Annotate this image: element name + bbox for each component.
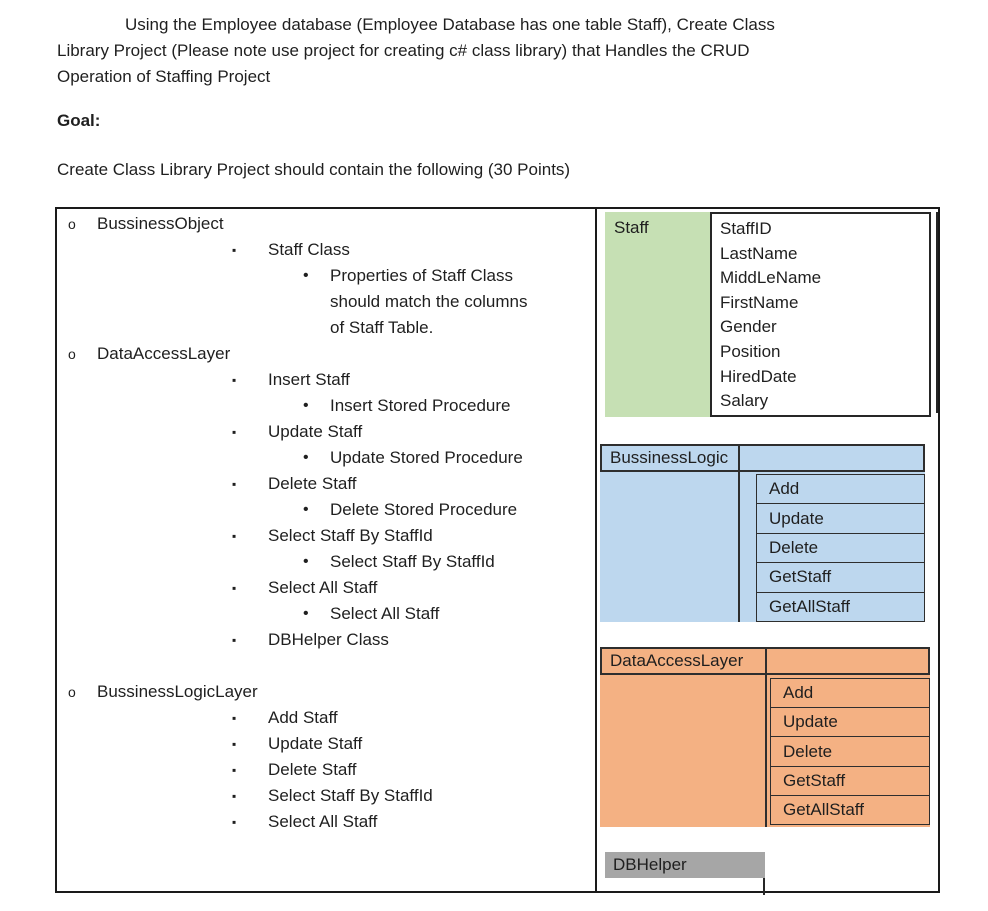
outline-item (57, 393, 593, 419)
square-bullet-icon: ▪ (232, 243, 237, 257)
outline-item (57, 523, 593, 549)
staff-field: FirstName (720, 292, 799, 312)
outline-list (57, 211, 593, 835)
intro-line: Operation of Staffing Project (57, 67, 271, 86)
method-cell: Add (771, 679, 929, 708)
method-cell: GetStaff (771, 767, 929, 796)
db-helper-box (605, 852, 765, 878)
outline-item (57, 497, 593, 523)
dot-bullet-icon: • (303, 267, 309, 284)
outline-item-label: Staff Class (268, 240, 350, 259)
outline-item-label: Add Staff (268, 708, 338, 727)
business-logic-title-label: BussinessLogic (610, 448, 729, 467)
outline-item-label: Select All Staff (330, 604, 440, 623)
business-logic-diagram (600, 444, 925, 622)
staff-field: Gender (720, 317, 777, 337)
requirements-box (55, 207, 940, 893)
requirements-line: Create Class Library Project should contain the following (30 Points) (57, 160, 571, 179)
square-bullet-icon: ▪ (232, 815, 237, 829)
circle-bullet-icon: o (68, 346, 76, 362)
outline-item-label: Delete Staff (268, 760, 357, 779)
outline-item-label: Insert Stored Procedure (330, 396, 511, 415)
data-access-layer-diagram (600, 647, 930, 827)
business-logic-methods (756, 474, 925, 622)
square-bullet-icon: ▪ (232, 711, 237, 725)
staff-field: StaffID (720, 219, 772, 238)
method-cell: Add (757, 475, 924, 504)
outline-item (57, 341, 593, 367)
method-cell: Update (757, 504, 924, 533)
staff-field: Salary (720, 391, 769, 411)
outline-item (57, 471, 593, 497)
outline-item-label: Delete Stored Procedure (330, 500, 518, 519)
staff-table-right-line (936, 212, 938, 413)
outline-item-label: Insert Staff (268, 370, 350, 389)
document-page (0, 12, 988, 911)
outline-item (57, 679, 593, 705)
outline-item-label: Select Staff By StaffId (330, 552, 495, 571)
outline-item (57, 731, 593, 757)
staff-field: Position (720, 341, 781, 361)
square-bullet-icon: ▪ (232, 477, 237, 491)
square-bullet-icon: ▪ (232, 373, 237, 387)
business-logic-title (600, 444, 925, 472)
dot-bullet-icon: • (303, 553, 309, 570)
outline-item-label: Select Staff By StaffId (268, 526, 433, 545)
method-cell: GetAllStaff (769, 596, 850, 616)
outline-item-label: DBHelper Class (268, 630, 389, 649)
outline-item (57, 549, 593, 575)
outline-item-label: Properties of Staff Class should match the columns of Staff Table. (330, 266, 528, 337)
outline-item-label: BussinessObject (97, 214, 224, 233)
square-bullet-icon: ▪ (232, 581, 237, 595)
outline-item-label: Select Staff By StaffId (268, 786, 433, 805)
intro-line: Library Project (Please note use project for creating c# class library) that Handles the CRUD (57, 41, 750, 60)
outline-item (57, 367, 593, 393)
outline-item (57, 627, 593, 653)
db-helper-stub-line (763, 878, 765, 895)
outline-item-label: BussinessLogicLayer (97, 682, 258, 701)
outline-item-label: Update Staff (268, 734, 363, 753)
method-cell: GetAllStaff (783, 799, 864, 819)
intro-paragraph (57, 12, 940, 90)
outline-item-label: Update Stored Procedure (330, 448, 523, 467)
staff-table-header: Staff (605, 212, 710, 417)
square-bullet-icon: ▪ (232, 425, 237, 439)
staff-field: HiredDate (720, 366, 797, 386)
outline-item (57, 211, 593, 237)
data-access-layer-methods (770, 678, 930, 825)
dot-bullet-icon: • (303, 449, 309, 466)
dot-bullet-icon: • (303, 501, 309, 518)
square-bullet-icon: ▪ (232, 737, 237, 751)
method-cell: Delete (771, 737, 929, 766)
outline-item (57, 445, 593, 471)
outline-item (57, 705, 593, 731)
db-helper-label: DBHelper (613, 855, 687, 874)
method-cell: Update (771, 708, 929, 737)
outline-item (57, 419, 593, 445)
circle-bullet-icon: o (68, 684, 76, 700)
staff-field: LastName (720, 243, 798, 263)
square-bullet-icon: ▪ (232, 633, 237, 647)
outline-item (57, 601, 593, 627)
intro-line: Using the Employee database (Employee Database has one table Staff), Create Class (125, 15, 775, 34)
outline-item-label: Delete Staff (268, 474, 357, 493)
outline-item (57, 757, 593, 783)
outline-item (57, 783, 593, 809)
square-bullet-icon: ▪ (232, 529, 237, 543)
outline-item-label: Update Staff (268, 422, 363, 441)
square-bullet-icon: ▪ (232, 763, 237, 777)
outline-item (57, 575, 593, 601)
square-bullet-icon: ▪ (232, 789, 237, 803)
dot-bullet-icon: • (303, 605, 309, 622)
dot-bullet-icon: • (303, 397, 309, 414)
circle-bullet-icon: o (68, 216, 76, 232)
goal-label: Goal: (57, 111, 101, 130)
outline-item-label: Select All Staff (268, 578, 378, 597)
data-access-layer-title-label: DataAccessLayer (610, 651, 744, 670)
column-divider (595, 209, 597, 891)
outline-item (57, 237, 593, 263)
method-cell: Delete (757, 534, 924, 563)
title-divider-line (738, 444, 740, 622)
method-cell: GetStaff (757, 563, 924, 592)
outline-item-label: DataAccessLayer (97, 344, 231, 363)
outline-item (57, 809, 593, 835)
staff-table-fields (710, 212, 931, 417)
staff-field: MiddLeName (720, 268, 822, 288)
title-divider-line (765, 647, 767, 827)
outline-item-label: Select All Staff (268, 812, 378, 831)
outline-item (57, 263, 593, 341)
